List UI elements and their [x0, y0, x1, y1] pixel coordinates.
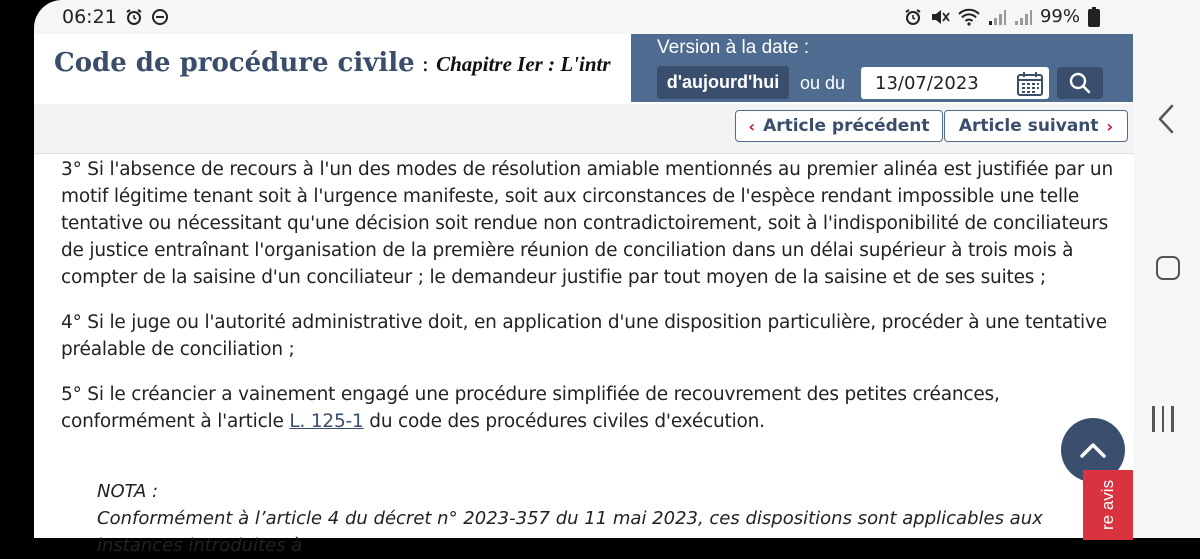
chevron-right-icon: › — [1106, 116, 1114, 136]
signal-icon — [988, 8, 1006, 26]
chapter-title: Chapitre Ier : L'intr — [436, 52, 611, 76]
article-link[interactable]: L. 125-1 — [289, 411, 364, 432]
next-article-button[interactable] — [944, 110, 1128, 142]
chevron-up-icon — [1080, 442, 1106, 458]
nota-text: Conformément à l’article 4 du décret n° 2023-357 du 11 mai 2023, ces dispositions sont applicables aux instances introduites à — [97, 508, 1043, 556]
wifi-icon — [958, 8, 980, 26]
paragraph-5-tail: du code des procédures civiles d'exécution. — [363, 411, 765, 432]
version-label: Version à la date : — [657, 37, 810, 58]
article-navigation — [34, 104, 1134, 154]
recent-apps-icon[interactable] — [1152, 406, 1174, 432]
alarm-icon — [904, 8, 922, 26]
paragraph-3: 3° Si l'absence de recours à l'un des modes de résolution amiable mentionnés au premier alinéa est justifiée par un motif légitime tenant soit à l'urgence manifeste, soit aux circonstances de l'espèce rendant impossible une telle tentative ou nécessitant qu'une décision soit rendue non contradictoirement, soit à l'indisponibilité de conciliateurs de justice entraînant l'organisation de la première réunion de conciliation dans un délai supérieur à trois mois à compter de la saisine d'un conciliateur ; le demandeur justifie par tout moyen de la saisine et de ses suites ; — [61, 159, 1113, 288]
paragraph-5-text: 5° Si le créancier a vainement engagé une procédure simplifiée de recouvrement des petites créances, conformément à l'article — [61, 384, 1000, 432]
home-icon[interactable] — [1156, 256, 1180, 280]
previous-article-button[interactable] — [735, 110, 943, 142]
battery-icon — [1088, 7, 1100, 27]
title-separator: : — [414, 52, 437, 77]
paragraph-4: 4° Si le juge ou l'autorité administrative doit, en application d'une disposition particulière, procéder à une tentative préalable de conciliation ; — [61, 312, 1107, 360]
article-body — [61, 156, 1121, 453]
feedback-tab[interactable] — [1083, 470, 1133, 540]
search-button[interactable] — [1057, 67, 1103, 99]
or-label: ou du — [800, 73, 846, 93]
signal-icon — [1014, 8, 1032, 26]
status-bar — [34, 0, 1134, 34]
paragraph-5 — [61, 381, 1121, 435]
version-selector — [631, 34, 1133, 102]
battery-percent: 99% — [1039, 6, 1080, 27]
do-not-disturb-icon — [151, 8, 169, 26]
chevron-left-icon: ‹ — [748, 116, 756, 136]
today-button[interactable]: d'aujourd'hui — [657, 66, 789, 99]
mute-icon — [930, 8, 950, 26]
search-icon — [1069, 72, 1091, 94]
feedback-label: re avis — [1098, 479, 1117, 531]
back-icon[interactable] — [1156, 104, 1176, 139]
previous-article-label: Article précédent — [763, 116, 930, 136]
page-title — [54, 48, 611, 78]
nota-section — [97, 478, 1097, 559]
status-time: 06:21 — [62, 6, 117, 28]
page-header — [34, 34, 1134, 104]
system-navigation-bar — [1134, 0, 1200, 538]
web-page — [34, 34, 1134, 556]
next-article-label: Article suivant — [958, 116, 1099, 136]
nota-label: NOTA : — [97, 481, 159, 502]
alarm-icon — [125, 8, 143, 26]
code-title[interactable]: Code de procédure civile — [54, 48, 415, 78]
calendar-icon[interactable] — [1017, 72, 1043, 101]
